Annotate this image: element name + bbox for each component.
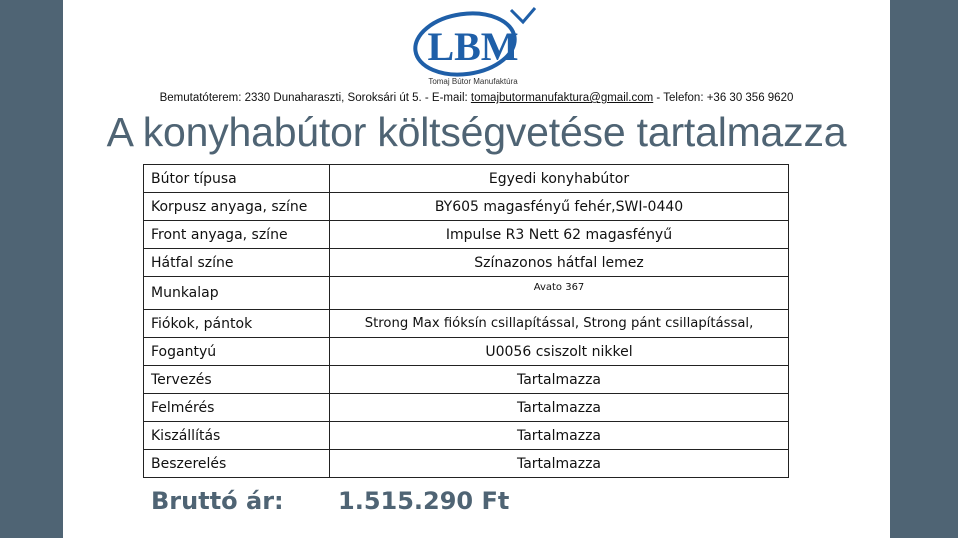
row-label: Tervezés: [144, 366, 330, 394]
row-label: Munkalap: [144, 277, 330, 310]
row-label: Beszerelés: [144, 450, 330, 478]
company-logo: [403, 4, 543, 88]
table-row: [144, 277, 789, 310]
row-label: Hátfal színe: [144, 249, 330, 277]
row-value: Tartalmazza: [330, 450, 789, 478]
row-value: Egyedi konyhabútor: [330, 165, 789, 193]
row-value: Impulse R3 Nett 62 magasfényű: [330, 221, 789, 249]
company-tagline: Tomaj Bútor Manufaktúra: [428, 77, 518, 86]
table-row: [144, 450, 789, 478]
table-row: [144, 394, 789, 422]
page-title: A konyhabútor költségvetése tartalmazza: [106, 109, 847, 155]
contact-address: Bemutatóterem: 2330 Dunaharaszti, Soroksári út 5. - E-mail:: [159, 92, 471, 104]
row-value: Színazonos hátfal lemez: [330, 249, 789, 277]
row-value: Tartalmazza: [330, 422, 789, 450]
table-row: [144, 338, 789, 366]
contact-line: [63, 92, 890, 104]
row-label: Fiókok, pántok: [144, 310, 330, 338]
table-row: [144, 310, 789, 338]
table-row: [144, 422, 789, 450]
row-value: Avato 367: [330, 277, 789, 310]
row-value: Tartalmazza: [330, 366, 789, 394]
row-label: Kiszállítás: [144, 422, 330, 450]
table-row: [144, 165, 789, 193]
logo-monogram: LBM: [427, 24, 519, 69]
table-row: [144, 221, 789, 249]
row-label: Felmérés: [144, 394, 330, 422]
contact-email[interactable]: tomajbutormanufaktura@gmail.com: [470, 92, 654, 104]
price-label: Bruttó ár:: [151, 487, 284, 515]
row-label: Bútor típusa: [144, 165, 330, 193]
price-value: 1.515.290 Ft: [338, 487, 510, 515]
table-row: [144, 249, 789, 277]
logo-emblem-icon: [403, 4, 543, 80]
row-value: BY605 magasfényű fehér,SWI-0440: [330, 193, 789, 221]
row-label: Front anyaga, színe: [144, 221, 330, 249]
table-row: [144, 193, 789, 221]
spec-table: [143, 164, 789, 478]
slide: [63, 0, 890, 538]
table-row: [144, 366, 789, 394]
row-label: Korpusz anyaga, színe: [144, 193, 330, 221]
row-value: U0056 csiszolt nikkel: [330, 338, 789, 366]
contact-phone: - Telefon: +36 30 356 9620: [653, 92, 794, 104]
row-value: Tartalmazza: [330, 394, 789, 422]
row-value: Strong Max fióksín csillapítással, Strong pánt csillapítással,: [330, 310, 789, 338]
row-label: Fogantyú: [144, 338, 330, 366]
